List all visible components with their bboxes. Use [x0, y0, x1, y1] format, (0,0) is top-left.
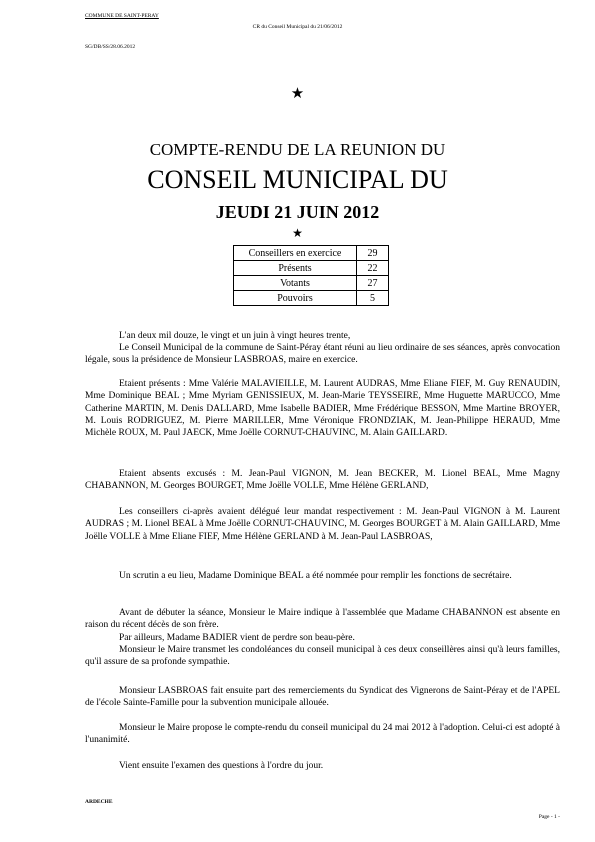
stat-label: Conseillers en exercice [234, 246, 357, 261]
table-row [234, 276, 389, 291]
paragraph-secretary: Un scrutin a eu lieu, Madame Dominique BEAL a été nommée pour remplir les fonctions de secrétaire. [119, 571, 512, 581]
stat-value: 5 [357, 291, 389, 306]
paragraph-opening: L'an deux mil douze, le vingt et un juin à vingt heures trente, [119, 331, 351, 341]
stat-value: 22 [357, 261, 389, 276]
paragraph-minutes-adoption: Monsieur le Maire propose le compte-rendu du conseil municipal du 24 mai 2012 à l'adoption. Celui-ci est adopté à l'unanimité. [85, 723, 560, 746]
paragraph-agenda: Vient ensuite l'examen des questions à l'ordre du jour. [119, 761, 324, 771]
attendance-table [233, 245, 389, 306]
title-line-2: CONSEIL MUNICIPAL DU [147, 165, 448, 194]
table-row [234, 291, 389, 306]
paragraph-bereavement: Par ailleurs, Madame BADIER vient de perdre son beau-père. [119, 633, 355, 643]
paragraph-convocation: Le Conseil Municipal de la commune de Saint-Péray étant réuni au lieu ordinaire de ses séances, après convocation légale, sous la présidence de Monsieur LASBROAS, maire en exercice. [85, 343, 560, 366]
title-line-1: COMPTE-RENDU DE LA REUNION DU [149, 140, 446, 159]
stat-value: 27 [357, 276, 389, 291]
paragraph-condolences: Monsieur le Maire transmet les condoléances du conseil municipal à ces deux conseillères ainsi qu'à leurs familles, qu'il assure de sa profonde sympathie. [85, 645, 560, 668]
header-commune: COMMUNE DE SAINT-PERAY [85, 13, 159, 19]
header-reference: SG/DB/SS/28.06.2012 [85, 44, 136, 50]
paragraph-absent: Etaient absents excusés : M. Jean-Paul VIGNON, M. Jean BECKER, M. Lionel BEAL, Mme Magny CHABANNON, M. Georges BOURGET, Mme Joëlle VOLLE, Mme Hélène GERLAND, [85, 469, 560, 492]
paragraph-delegations: Les conseillers ci-après avaient délégué leur mandat respectivement : M. Jean-Paul VIGNON à M. Laurent AUDRAS ; M. Lionel BEAL à Mme Joëlle CORNUT-CHAUVINC, M. Georges BOURGET à M. Alain GAILLARD, Mme Joëlle VOLLE à Mme Eliane FIEF, Mme Hélène GERLAND à M. Jean-Paul LASBROAS, [85, 507, 560, 542]
stat-label: Votants [234, 276, 357, 291]
header-doc-title: CR du Conseil Municipal du 21/06/2012 [252, 24, 343, 30]
stat-label: Présents [234, 261, 357, 276]
paragraph-present: Etaient présents : Mme Valérie MALAVIEILLE, M. Laurent AUDRAS, Mme Eliane FIEF, M. Guy RENAUDIN, Mme Dominique BEAL ; Mme Myriam GENISSIEUX, M. Jean-Marie TEYSSEIRE, Mme Huguette MARUCCO, Mme Catherine MARTIN, M. Denis DALLARD, Mme Isabelle BADIER, Mme Frédérique BESSON, Mme Martine BROYER, M. Louis RODRIGUEZ, M. Pierre MARILLER, Mme Véronique FRONDZIAK, M. Jean-Philippe HERAUD, Mme Michèle ROUX, M. Paul JAECK, Mme Joëlle CORNUT-CHAUVINC, M. Alain GAILLARD. [85, 379, 560, 439]
table-row [234, 246, 389, 261]
title-line-3: JEUDI 21 JUIN 2012 [215, 202, 380, 222]
stat-value: 29 [357, 246, 389, 261]
table-row [234, 261, 389, 276]
footer-department: ARDECHE [85, 799, 113, 805]
paragraph-announcement: Avant de débuter la séance, Monsieur le Maire indique à l'assemblée que Madame CHABANNON est absente en raison du récent décès de son frère. [85, 608, 560, 631]
star-icon: ★ [290, 86, 305, 102]
stat-label: Pouvoirs [234, 291, 357, 306]
paragraph-thanks: Monsieur LASBROAS fait ensuite part des remerciements du Syndicat des Vignerons de Saint-Péray et de l'APEL de l'école Sainte-Famille pour la subvention municipale allouée. [85, 686, 560, 709]
star-icon: ★ [292, 226, 303, 240]
page-number: Page - 1 - [538, 814, 560, 820]
